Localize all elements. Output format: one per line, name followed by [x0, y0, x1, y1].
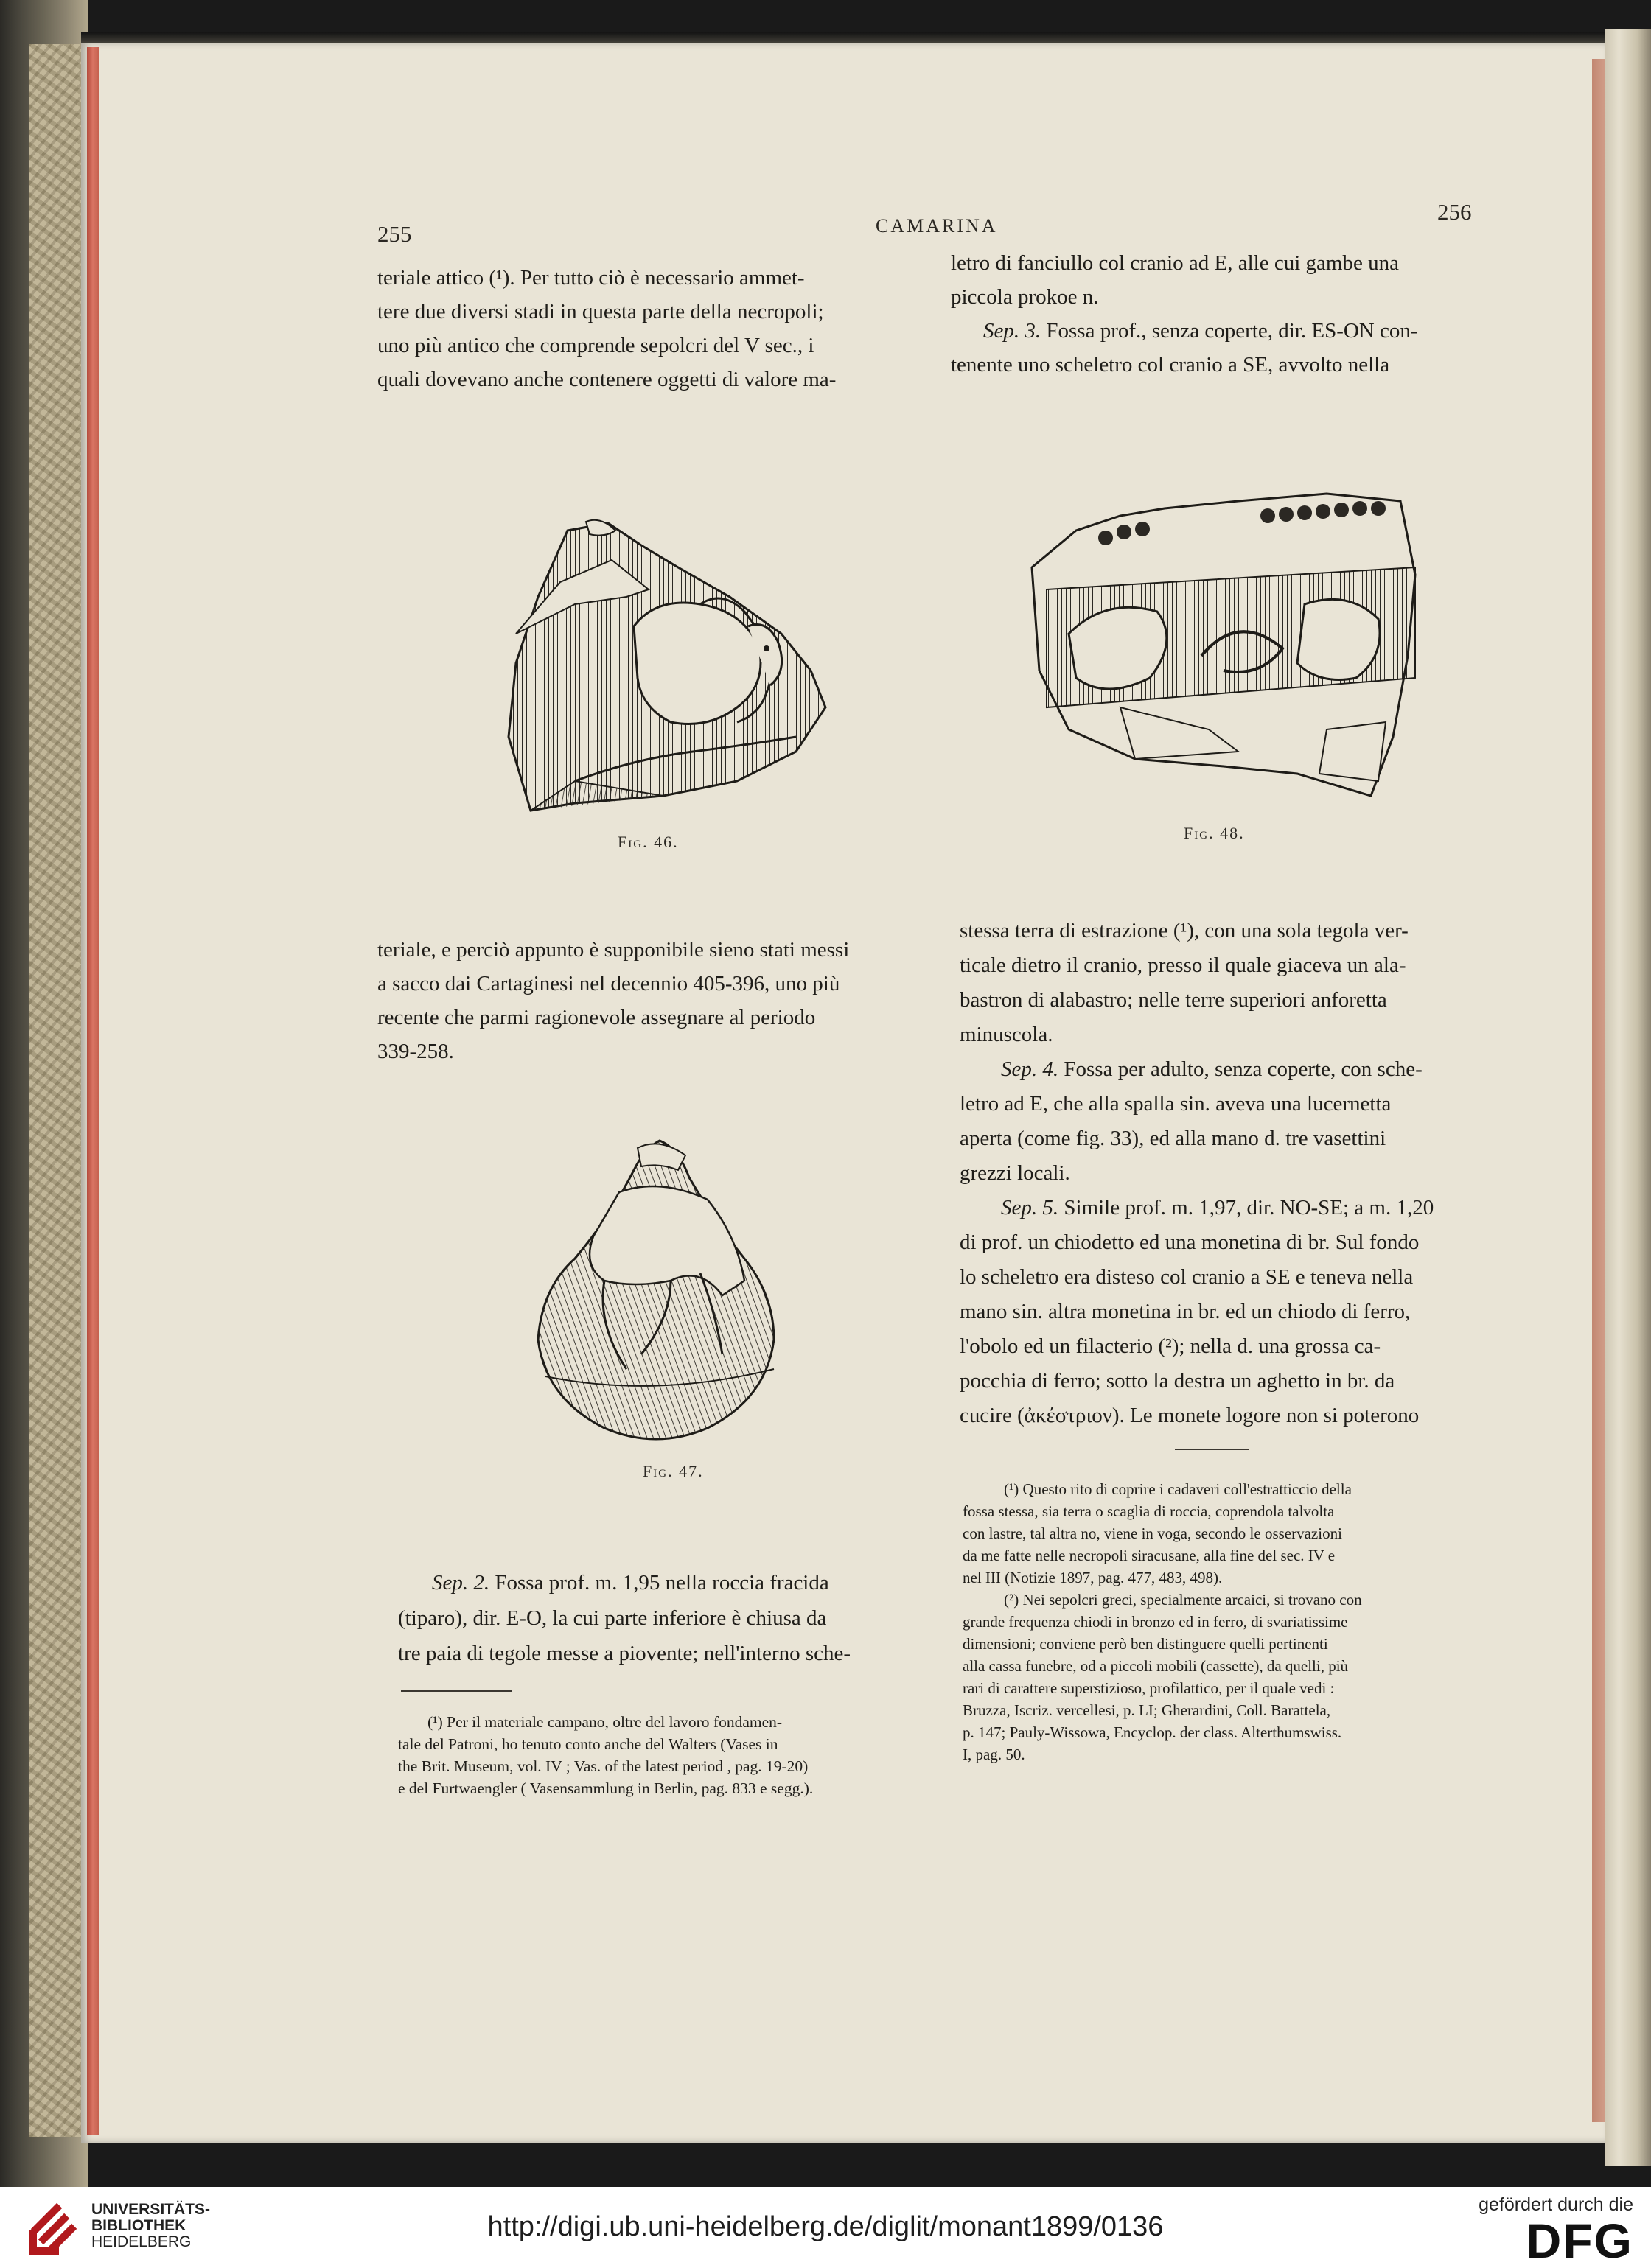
dfg-logo[interactable]: DFG — [1526, 2213, 1633, 2268]
figure-46-vase-fragment — [486, 516, 833, 840]
text-line: letro ad E, che alla spalla sin. aveva una lucernetta — [960, 1092, 1392, 1116]
figure-48-vase-fragment — [1017, 486, 1430, 803]
text-line: bastron di alabastro; nelle terre superiori anforetta — [960, 988, 1387, 1012]
text-line: cucire (ἀκέστριον). Le monete logore non si poterono — [960, 1404, 1420, 1427]
footnote-rule-left — [401, 1690, 512, 1692]
text-line: stessa terra di estrazione (¹), con una sola tegola ver- — [960, 919, 1409, 942]
sep2-line — [398, 1565, 918, 1600]
text-line: Fossa per adulto, senza coperte, con sche- — [1064, 1057, 1423, 1081]
sep5-line — [960, 1191, 1490, 1225]
footnote-line: con lastre, tal altra no, viene in voga, secondo le osservazioni — [963, 1525, 1342, 1542]
sep4-line — [960, 1052, 1490, 1087]
footnote-line: fossa stessa, sia terra o scaglia di roccia, coprendola talvolta — [963, 1502, 1335, 1520]
left-column-middle — [377, 933, 899, 1068]
text-line: quali dovevano anche contenere oggetti di valore ma- — [377, 368, 837, 391]
text-line: tere due diversi stadi in questa parte della necropoli; — [377, 300, 824, 323]
footnote-line: tale del Patroni, ho tenuto conto anche del Walters (Vases in — [398, 1735, 778, 1753]
text-line: lo scheletro era disteso col cranio a SE e teneva nella — [960, 1265, 1414, 1289]
viewer-footer — [0, 2187, 1651, 2268]
footnote-line: e del Furtwaengler ( Vasensammlung in Berlin, pag. 833 e segg.). — [398, 1779, 814, 1797]
figure-47-caption: Fig. 47. — [643, 1462, 704, 1480]
left-footnote — [398, 1711, 923, 1799]
figure-46-caption: Fig. 46. — [618, 833, 679, 851]
right-footnotes — [963, 1478, 1493, 1765]
footnote-line: p. 147; Pauly-Wissowa, Encyclop. der class. Alterthumswiss. — [963, 1723, 1342, 1741]
text-line: Fossa prof., senza coperte, dir. ES-ON con- — [1046, 319, 1418, 343]
text-line: a sacco dai Cartaginesi nel decennio 405-396, uno più — [377, 972, 840, 995]
adjacent-pages — [1605, 29, 1651, 2166]
sep2-label: Sep. 2. — [432, 1571, 490, 1595]
footnote-line: (¹) Per il materiale campano, oltre del lavoro fondamen- — [427, 1713, 783, 1731]
text-line: tenente uno scheletro col cranio a SE, avvolto nella — [951, 353, 1390, 377]
text-line: pocchia di ferro; sotto la destra un aghetto in br. da — [960, 1369, 1395, 1393]
text-line: uno più antico che comprende sepolcri del V sec., i — [377, 334, 814, 357]
footnote-line: Bruzza, Iscriz. vercellesi, p. LI; Gherardini, Coll. Barattela, — [963, 1701, 1331, 1719]
text-line: teriale, e perciò appunto è supponibile sieno stati messi — [377, 938, 850, 962]
footnote-line: I, pag. 50. — [963, 1746, 1025, 1763]
text-line: (tiparo), dir. E-O, la cui parte inferiore è chiusa da — [398, 1606, 827, 1630]
footnote-rule-right — [1175, 1449, 1249, 1450]
text-line: recente che parmi ragionevole assegnare al periodo — [377, 1006, 816, 1029]
text-line: 339-258. — [377, 1040, 454, 1063]
figure-48-caption: Fig. 48. — [1184, 824, 1245, 842]
library-name-line: HEIDELBERG — [91, 2233, 192, 2250]
permalink-url[interactable]: http://digi.ub.uni-heidelberg.de/diglit/monant1899/0136 — [487, 2211, 1164, 2242]
funding-label: gefördert durch die — [1479, 2194, 1633, 2215]
text-line: mano sin. altra monetina in br. ed un chiodo di ferro, — [960, 1300, 1411, 1323]
sep3-label: Sep. 3. — [983, 319, 1041, 343]
left-column-top — [377, 261, 899, 396]
text-line: piccola prokoe n. — [951, 285, 1099, 309]
right-page-edge — [1592, 59, 1607, 2122]
figure-47-vase-fragment — [523, 1133, 796, 1457]
text-line: Fossa prof. m. 1,95 nella roccia fracida — [495, 1571, 829, 1595]
library-name-line: BIBLIOTHEK — [91, 2217, 186, 2234]
sep5-label: Sep. 5. — [1001, 1196, 1059, 1219]
footnote-line: (¹) Questo rito di coprire i cadaveri coll'estratticcio della — [1004, 1480, 1352, 1498]
right-column-top — [951, 246, 1476, 382]
text-line: Simile prof. m. 1,97, dir. NO-SE; a m. 1,20 — [1064, 1196, 1434, 1219]
footnote-line: da me fatte nelle necropoli siracusane, alla fine del sec. IV e — [963, 1547, 1336, 1564]
text-line: l'obolo ed un filacterio (²); nella d. una grossa ca- — [960, 1334, 1381, 1358]
text-line: grezzi locali. — [960, 1161, 1070, 1185]
page-number-left: 255 — [377, 221, 412, 247]
footnote-line: dimensioni; conviene però ben distinguere quelli pertinenti — [963, 1635, 1328, 1653]
sep4-label: Sep. 4. — [1001, 1057, 1059, 1081]
footnote-line: alla cassa funebre, od a piccoli mobili (cassette), da quelli, più — [963, 1657, 1349, 1675]
text-line: aperta (come fig. 33), ed alla mano d. tre vasettini — [960, 1127, 1386, 1150]
text-line: teriale attico (¹). Per tutto ciò è necessario ammet- — [377, 266, 805, 290]
footnote-line: rari di carattere superstizioso, profilattico, per il quale vedi : — [963, 1679, 1335, 1697]
running-head: CAMARINA — [876, 215, 998, 237]
text-line: tre paia di tegole messe a piovente; nell'interno sche- — [398, 1642, 851, 1665]
sep3-line — [951, 314, 1476, 348]
text-line: di prof. un chiodetto ed una monetina di br. Sul fondo — [960, 1231, 1420, 1254]
right-column-body — [960, 914, 1490, 1433]
text-line: letro di fanciullo col cranio ad E, alle cui gambe una — [951, 251, 1399, 275]
text-line: ticale dietro il cranio, presso il quale giaceva un ala- — [960, 953, 1406, 977]
footnote-line: the Brit. Museum, vol. IV ; Vas. of the latest period , pag. 19-20) — [398, 1757, 809, 1775]
left-column-sep2 — [398, 1565, 918, 1671]
page-number-right: 256 — [1437, 199, 1472, 225]
footnote-line: nel III (Notizie 1897, pag. 477, 483, 498). — [963, 1569, 1223, 1586]
library-name-line: UNIVERSITÄTS- — [91, 2201, 211, 2218]
text-line: minuscola. — [960, 1023, 1053, 1046]
red-page-edge — [87, 47, 99, 2135]
footnote-line: (²) Nei sepolcri greci, specialmente arcaici, si trovano con — [1004, 1591, 1362, 1609]
footnote-line: grande frequenza chiodi in bronzo ed in ferro, di svariatissime — [963, 1613, 1348, 1631]
